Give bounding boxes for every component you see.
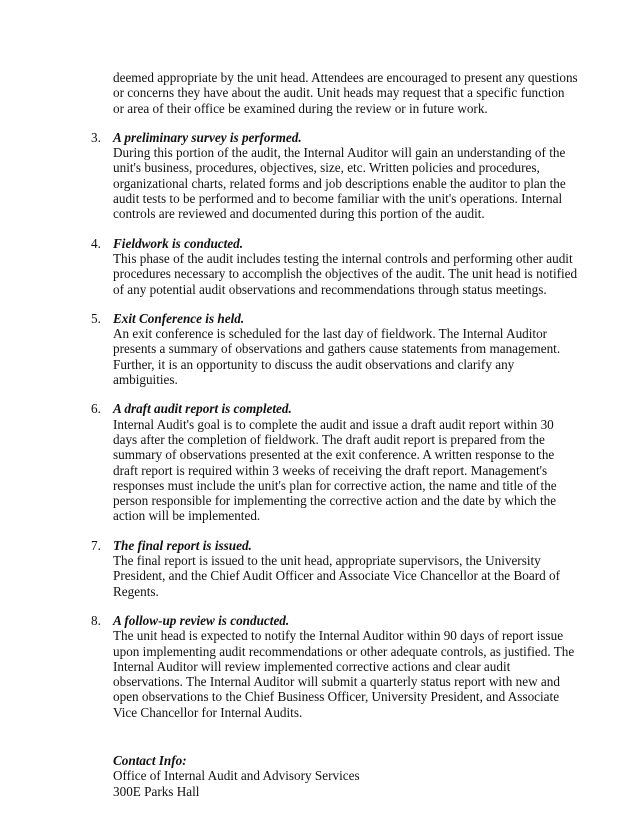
list-item-step-5 [91, 310, 578, 388]
step-number: 3. [91, 129, 101, 145]
step-number: 5. [91, 310, 101, 326]
list-item-step-6 [91, 401, 578, 524]
step-title: The final report is issued. [113, 537, 252, 553]
step-number: 6. [91, 401, 101, 417]
step-title: A preliminary survey is performed. [113, 129, 302, 145]
list-item-step-3 [91, 129, 578, 222]
step-number: 7. [91, 537, 101, 553]
step-body: During this portion of the audit, the Internal Auditor will gain an understanding of the unit's business, procedures, objectives, size, etc. Written policies and procedures, organizational charts, related forms and job descriptions enable the auditor to plan the audit tests to be performed and to become familiar with the unit's operations. Internal controls are reviewed and documented during this portion of the audit. [113, 145, 566, 222]
step-title: A draft audit report is completed. [113, 401, 292, 417]
step-number: 8. [91, 612, 101, 628]
list-item-step-4 [91, 235, 578, 297]
step-body: This phase of the audit includes testing the internal controls and performing other audit procedures necessary to accomplish the objectives of the audit. The unit head is notified of any potential audit observations and recommendations through status meetings. [113, 250, 578, 297]
intro-continuation-paragraph: deemed appropriate by the unit head. Attendees are encouraged to present any questions or concerns they have about the audit. Unit heads may request that a specific function or area of their office be examined during the review or in future work. [113, 70, 578, 116]
audit-steps-list [91, 129, 578, 720]
list-item-step-7 [91, 537, 578, 599]
contact-room: 300E Parks Hall [113, 783, 200, 799]
step-title: Fieldwork is conducted. [113, 235, 244, 251]
step-title: A follow-up review is conducted. [113, 612, 290, 628]
list-item-step-8 [91, 612, 578, 720]
step-title: Exit Conference is held. [113, 310, 245, 326]
contact-info-block [113, 753, 578, 799]
step-number: 4. [91, 235, 101, 251]
contact-office-name: Office of Internal Audit and Advisory Services [113, 768, 360, 784]
step-body: Internal Audit's goal is to complete the audit and issue a draft audit report within 30 days after the completion of fieldwork. The draft audit report is prepared from the summary of observations presented at the exit conference. A written response to the draft report is required within 3 weeks of receiving the draft report. Management's responses must include the unit's plan for corrective action, the name and title of the person responsible for implementing the corrective action and the date by which the action will be implemented. [113, 416, 557, 524]
contact-heading: Contact Info: [113, 752, 187, 768]
step-body: The final report is issued to the unit head, appropriate supervisors, the University President, and the Chief Audit Officer and Associate Vice Chancellor at the Board of Regents. [113, 553, 560, 599]
step-body: An exit conference is scheduled for the last day of fieldwork. The Internal Auditor presents a summary of observations and gathers cause statements from management. Further, it is an opportunity to discuss the audit observations and clarify any ambiguities. [113, 326, 561, 388]
step-body: The unit head is expected to notify the Internal Auditor within 90 days of report issue upon implementing audit recommendations or other adequate controls, as justified. The Internal Auditor will review implemented corrective actions and clear audit observations. The Internal Auditor will submit a quarterly status report with new and open observations to the Chief Business Officer, University President, and Associate Vice Chancellor for Internal Audits. [113, 628, 575, 720]
